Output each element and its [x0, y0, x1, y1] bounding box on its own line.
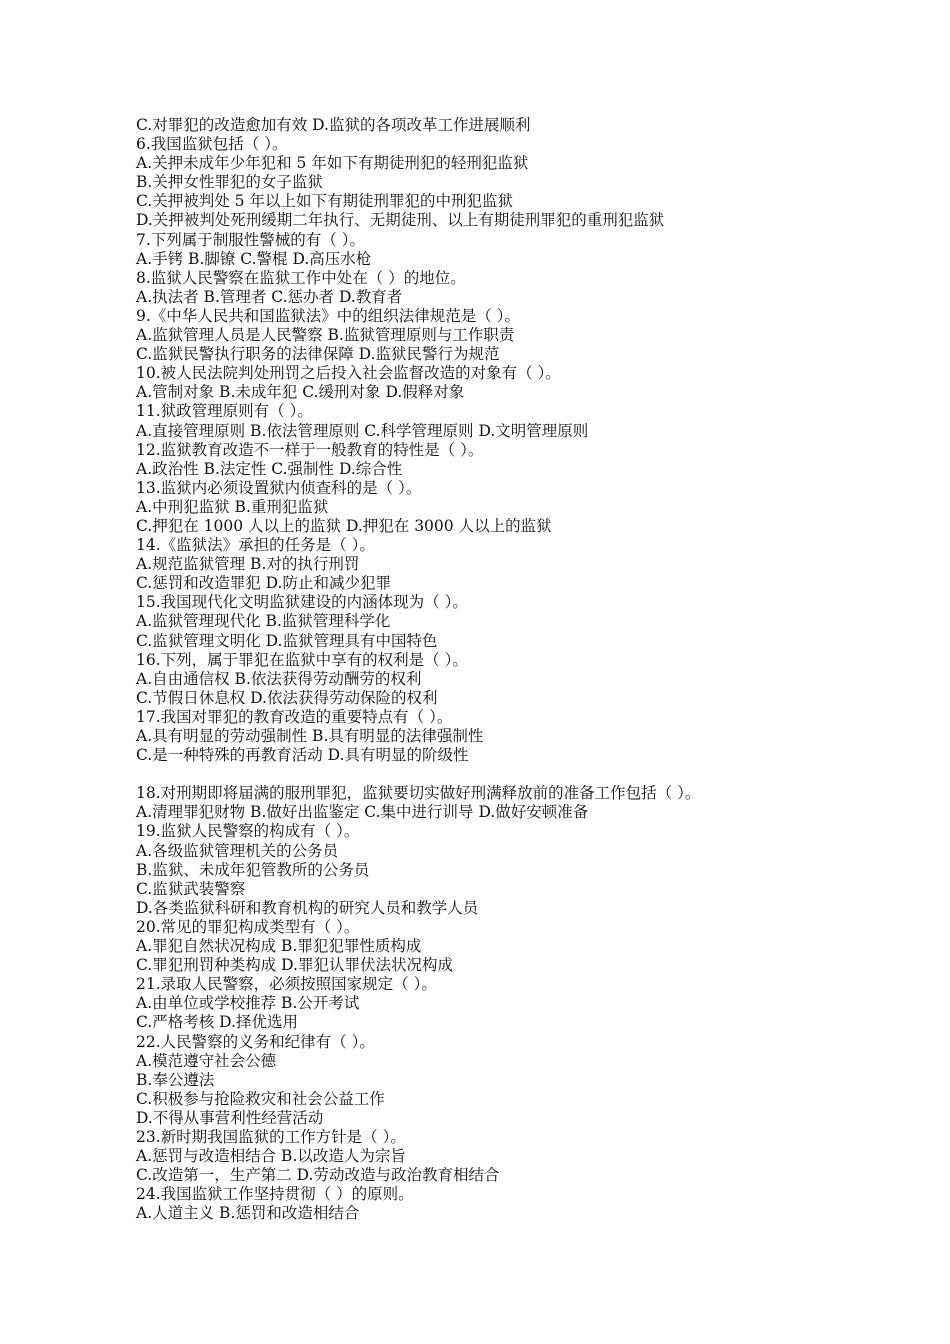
text-line: 13.监狱内必须设置狱内侦查科的是（ ）。 [136, 478, 422, 497]
blank-line [136, 765, 836, 784]
text-line: A.各级监狱管理机关的公务员 [136, 841, 339, 860]
text-line: A.手铐 B.脚镣 C.警棍 D.高压水枪 [136, 249, 372, 268]
text-line: 22.人民警察的义务和纪律有（ ）。 [136, 1032, 375, 1051]
text-line: 15.我国现代化文明监狱建设的内涵体现为（ ）。 [136, 593, 468, 612]
text-line: A.惩罚与改造相结合 B.以改造人为宗旨 [136, 1147, 406, 1166]
text-line: 20.常见的罪犯构成类型有（ ）。 [136, 917, 360, 936]
text-line: A.具有明显的劳动强制性 B.具有明显的法律强制性 [136, 727, 484, 745]
text-line: A.由单位或学校推荐 B.公开考试 [136, 994, 360, 1013]
text-line: A.自由通信权 B.依法获得劳动酬劳的权利 [136, 669, 422, 688]
text-line: C.押犯在 1000 人以上的监狱 D.押犯在 3000 人以上的监狱 [136, 516, 552, 535]
text-line: C.监狱民警执行职务的法律保障 D.监狱民警行为规范 [136, 345, 500, 364]
text-line: 24.我国监狱工作坚持贯彻（ ）的原则。 [136, 1185, 414, 1204]
text-line: B.监狱、未成年犯管教所的公务员 [136, 860, 370, 879]
text-line: A.规范监狱管理 B.对的执行刑罚 [136, 555, 360, 574]
text-line: C.监狱管理文明化 D.监狱管理具有中国特色 [136, 631, 438, 650]
text-line: A.监狱管理人员是人民警察 B.监狱管理原则与工作职责 [136, 326, 515, 345]
text-line: A.监狱管理现代化 B.监狱管理科学化 [136, 612, 391, 631]
text-line: B.关押女性罪犯的女子监狱 [136, 173, 323, 192]
text-line: 10.被人民法院判处刑罚之后投入社会监督改造的对象有（ ）。 [136, 364, 561, 383]
text-line: A.清理罪犯财物 B.做好出监鉴定 C.集中进行训导 D.做好安顿准备 [136, 803, 589, 822]
text-line: 17.我国对罪犯的教育改造的重要特点有（ ）。 [136, 707, 453, 726]
text-line: D.不得从事营利性经营活动 [136, 1108, 324, 1127]
text-line: 19.监狱人民警察的构成有（ ）。 [136, 822, 360, 841]
text-line: C.惩罚和改造罪犯 D.防止和减少犯罪 [136, 574, 391, 593]
text-line: 23.新时期我国监狱的工作方针是（ ）。 [136, 1127, 406, 1146]
text-line: B.奉公遵法 [136, 1070, 215, 1089]
text-line: C.严格考核 D.择优选用 [136, 1013, 298, 1032]
text-line: C.关押被判处 5 年以上如下有期徒刑罪犯的中刑犯监狱 [136, 192, 513, 211]
text-line: 9.《中华人民共和国监狱法》中的组织法律规范是（ ）。 [136, 306, 520, 325]
text-line: C.罪犯刑罚种类构成 D.罪犯认罪伏法状况构成 [136, 956, 453, 975]
text-line: C.积极参与抢险救灾和社会公益工作 [136, 1089, 385, 1108]
text-line: D.关押被判处死刑缓期二年执行、无期徒刑、以上有期徒刑罪犯的重刑犯监狱 [136, 211, 665, 230]
text-line: C.改造第一，生产第二 D.劳动改造与政治教育相结合 [136, 1166, 500, 1185]
text-line: A.管制对象 B.未成年犯 C.缓刑对象 D.假释对象 [136, 383, 465, 402]
text-line: A.直接管理原则 B.依法管理原则 C.科学管理原则 D.文明管理原则 [136, 421, 589, 440]
text-line: C.节假日休息权 D.依法获得劳动保险的权利 [136, 688, 438, 707]
text-line: C.对罪犯的改造愈加有效 D.监狱的各项改革工作进展顺利 [136, 116, 531, 134]
text-line: C.是一种特殊的再教育活动 D.具有明显的阶级性 [136, 746, 469, 765]
text-line: D.各类监狱科研和教育机构的研究人员和教学人员 [136, 898, 479, 917]
text-line: A.中刑犯监狱 B.重刑犯监狱 [136, 497, 329, 516]
text-line: 11.狱政管理原则有（ ）。 [136, 402, 313, 421]
text-line: A.罪犯自然状况构成 B.罪犯犯罪性质构成 [136, 937, 422, 956]
text-line: A.人道主义 B.惩罚和改造相结合 [136, 1204, 360, 1223]
text-line: C.监狱武装警察 [136, 879, 246, 898]
text-line: A.模范遵守社会公德 [136, 1051, 277, 1070]
text-line: 14.《监狱法》承担的任务是（ ）。 [136, 536, 375, 555]
text-line: 16.下列，属于罪犯在监狱中享有的权利是（ ）。 [136, 650, 468, 669]
text-line: 7.下列属于制服性警械的有（ ）。 [136, 230, 365, 249]
text-line: 18.对刑期即将届满的服刑罪犯，监狱要切实做好刑满释放前的准备工作包括（ ）。 [136, 784, 701, 803]
text-line: A.政治性 B.法定性 C.强制性 D.综合性 [136, 459, 403, 478]
text-line: 8.监狱人民警察在监狱工作中处在（ ）的地位。 [136, 268, 466, 287]
text-line: A.关押未成年少年犯和 5 年如下有期徒刑犯的轻刑犯监狱 [136, 154, 529, 173]
text-line: 12.监狱教育改造不一样于一般教育的特性是（ ）。 [136, 440, 484, 459]
text-line: 6.我国监狱包括（ ）。 [136, 135, 288, 154]
text-line: A.执法者 B.管理者 C.惩办者 D.教育者 [136, 287, 403, 306]
text-line: 21.录取人民警察，必须按照国家规定（ ）。 [136, 975, 437, 994]
question-text-body [136, 116, 836, 1223]
